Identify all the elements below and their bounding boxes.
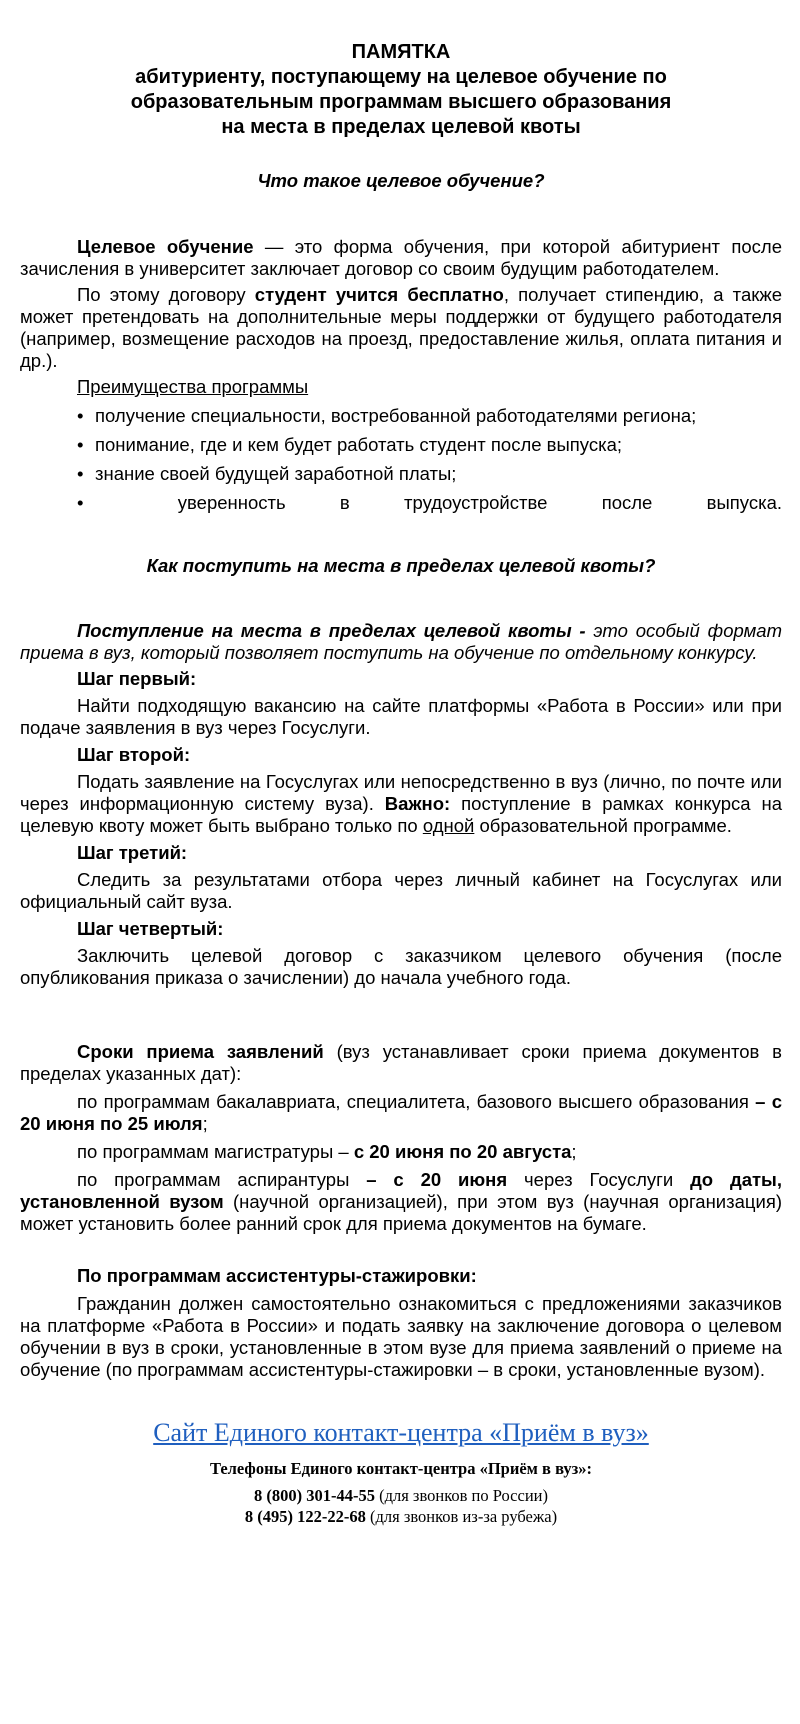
deadlines-paragraph: [20, 1041, 782, 1085]
phone-russia: [20, 1485, 782, 1506]
step-4-text: Заключить целевой договор с заказчиком целевого обучения (после опубликования приказа о зачислении) до начала учебного года.: [20, 945, 782, 988]
phone-abroad-number: 8 (495) 122-22-68: [244, 1507, 366, 1526]
advantages-title: [20, 376, 782, 398]
postgrad-deadline: [20, 1169, 782, 1235]
postgrad-text-c: (научной организацией), при этом вуз (научная организация) может установить более ранний срок для приема документов на бумаге.: [20, 1191, 782, 1234]
bachelor-text: по программам бакалавриата, специалитета, базового высшего образования: [77, 1091, 756, 1112]
step-2-important: Важно:: [384, 793, 451, 814]
contract-text-a: По этому договору: [77, 284, 255, 305]
step-1-title: Шаг первый:: [77, 668, 197, 689]
deadlines-text: (вуз устанавливает сроки приема документов в пределах указанных дат):: [20, 1041, 782, 1084]
section-heading-how-to: Как поступить на места в пределах целевой квоты?: [146, 555, 656, 576]
step-4-title: Шаг четвертый:: [77, 918, 224, 939]
step-3-text: Следить за результатами отбора через личный кабинет на Госуслугах или официальный сайт вуза.: [20, 869, 782, 912]
quota-intro-paragraph: [20, 620, 782, 664]
advantages-list: [20, 405, 782, 514]
title-line-3: образовательным программам высшего образования: [130, 91, 672, 113]
step-2-underlined: одной: [422, 815, 475, 836]
list-item-justified: [20, 492, 782, 514]
bullet-icon: •: [77, 434, 84, 455]
list-item: [20, 463, 782, 485]
title-line-4: на места в пределах целевой квоты: [221, 116, 581, 138]
title-line-1: ПАМЯТКА: [351, 41, 451, 63]
master-text: по программам магистратуры –: [77, 1141, 354, 1162]
quota-intro-text: это особый формат приема в вуз, который позволяет поступить на обучение по отдельному конкурсу.: [20, 620, 783, 663]
phone-russia-note: (для звонков по России): [374, 1486, 548, 1505]
step-2-text-c: образовательной программе.: [474, 815, 732, 836]
phone-abroad-note: (для звонков из-за рубежа): [365, 1507, 558, 1526]
title-line-2: абитуриенту, поступающему на целевое обучение по: [135, 66, 667, 88]
advantages-title-text: Преимущества программы: [77, 376, 309, 397]
master-end: ;: [571, 1141, 577, 1162]
list-item-text: получение специальности, востребованной работодателями региона;: [95, 405, 697, 426]
step-2-title: Шаг второй:: [77, 744, 191, 765]
definition-term: Целевое обучение: [77, 236, 254, 257]
assistantship-title: По программам ассистентуры-стажировки:: [77, 1265, 477, 1286]
postgrad-until: до даты, установленной вузом: [20, 1169, 782, 1212]
list-item-text: знание своей будущей заработной платы;: [95, 463, 457, 484]
bachelor-dates: – с 20 июня по 25 июля: [20, 1091, 782, 1134]
contract-text-b: , получает стипендию, а также может претендовать на дополнительные меры поддержки от будущего работодателя (например, возмещение расходов на проезд, предоставление жилья, оплата питания и др.).: [20, 284, 782, 371]
phones-title: Телефоны Единого контакт-центра «Приём в вуз»:: [209, 1459, 593, 1478]
step-3-title: Шаг третий:: [77, 842, 188, 863]
step-2-text-b: поступление в рамках конкурса на целевую квоту может быть выбрано только по: [20, 793, 782, 836]
postgrad-text-b: через Госуслуги: [507, 1169, 691, 1190]
deadlines-title: Сроки приема заявлений: [77, 1041, 324, 1062]
bachelor-end: ;: [202, 1113, 208, 1134]
postgrad-text-a: по программам аспирантуры: [77, 1169, 367, 1190]
quota-intro-bold: Поступление на места в пределах целевой квоты -: [77, 620, 586, 641]
bullet-icon: •: [77, 463, 84, 484]
assistantship-text: Гражданин должен самостоятельно ознакомиться с предложениями заказчиков на платформе «Работа в России» и подать заявку на заключение договора о целевом обучении в вуз в сроки, установленные в этом вузе для приема заявлений о приеме на обучение (по программам ассистентуры-стажировки – в сроки, установленные вузом).: [20, 1293, 782, 1380]
list-item-text: понимание, где и кем будет работать студент после выпуска;: [95, 434, 623, 455]
step-1-text: Найти подходящую вакансию на сайте платформы «Работа в России» или при подаче заявления в вуз через Госуслуги.: [20, 695, 782, 738]
contact-center-link[interactable]: Сайт Единого контакт-центра «Приём в вуз»: [153, 1418, 649, 1447]
definition-paragraph: [20, 236, 782, 280]
bullet-icon: •: [77, 492, 84, 513]
step-2-text: [20, 771, 782, 837]
phone-russia-number: 8 (800) 301-44-55: [253, 1486, 375, 1505]
definition-text: — это форма обучения, при которой абитуриент после зачисления в университет заключает договор со своим будущим работодателем.: [20, 236, 782, 279]
list-item: [20, 434, 782, 456]
bachelor-deadline: [20, 1091, 782, 1135]
postgrad-date: – с 20 июня: [366, 1169, 508, 1190]
phone-abroad: [20, 1506, 782, 1527]
footer: [20, 1418, 782, 1527]
list-item: [20, 405, 782, 427]
bullet-icon: •: [77, 405, 84, 426]
contract-paragraph: [20, 284, 782, 372]
master-dates: с 20 июня по 20 августа: [353, 1141, 572, 1162]
document-title: [20, 40, 782, 140]
step-2-text-a: Подать заявление на Госуслугах или непосредственно в вуз (лично, по почте или через информационную систему вуза).: [20, 771, 782, 814]
contract-text-bold: студент учится бесплатно: [254, 284, 504, 305]
master-deadline: [20, 1141, 782, 1163]
document-page: [20, 0, 782, 1527]
list-item-text: уверенность в трудоустройстве после выпуска.: [177, 492, 782, 513]
section-heading-what-is: Что такое целевое обучение?: [257, 170, 545, 191]
list-item: [20, 492, 782, 514]
